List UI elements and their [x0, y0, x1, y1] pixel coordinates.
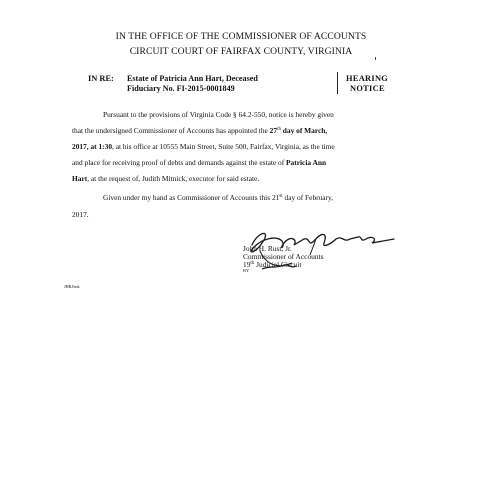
body-text: that the undersigned Commissioner of Accounts has appointed the: [72, 126, 270, 135]
body-text: , at his office at 10555 Main Street, Suite 500, Fairfax, Virginia, as the time: [112, 142, 335, 151]
body-line-3: [72, 142, 335, 151]
stray-mark: [375, 57, 376, 60]
body-line-1: [103, 110, 334, 119]
body-text: , at the request of, Judith Mitnick, executor for said estate.: [87, 174, 260, 183]
decedent-name: Patricia Ann: [286, 158, 327, 167]
judicial-circuit: [243, 260, 302, 269]
circuit-text: Judicial Circuit: [254, 260, 302, 269]
by-label: BY: [243, 268, 250, 273]
caption-divider: [337, 72, 338, 94]
ordinal-suffix: th: [250, 261, 255, 266]
office-heading: IN THE OFFICE OF THE COMMISSIONER OF ACCOUNTS: [115, 31, 367, 42]
commissioner-name: John H. Rust, Jr.: [243, 244, 292, 253]
commissioner-title: Commissioner of Accounts: [243, 252, 324, 261]
fiduciary-number: Fiduciary No. FI-2015-0001849: [127, 84, 235, 93]
given-year: 2017.: [72, 210, 89, 219]
body-line-2: [72, 126, 327, 135]
given-under-hand-line: [103, 193, 333, 202]
body-line-4: [72, 158, 326, 167]
body-text: Given under my hand as Commissioner of Accounts this 21: [103, 193, 280, 202]
hearing-month: day of March,: [280, 126, 328, 135]
hearing-day: 27: [269, 126, 278, 135]
hearing-year-time: 2017, at 1:30: [72, 142, 113, 151]
circuit-number: 19: [243, 260, 251, 269]
typist-initials: JHRJ/mk: [64, 284, 80, 289]
body-text: and place for receiving proof of debts and demands against the estate of: [72, 158, 287, 167]
court-heading: CIRCUIT COURT OF FAIRFAX COUNTY, VIRGINIA: [129, 46, 353, 57]
notice-title-line1: HEARING: [346, 74, 389, 83]
body-text: day of February,: [282, 193, 334, 202]
in-re-label: IN RE:: [88, 74, 114, 83]
ordinal-suffix: st: [279, 194, 283, 199]
notice-title-line2: NOTICE: [350, 84, 385, 93]
ordinal-suffix: th: [277, 127, 281, 132]
decedent-surname: Hart: [72, 174, 88, 183]
body-text: Pursuant to the provisions of Virginia Code § 64.2-550, notice is hereby given: [103, 110, 334, 119]
estate-name: Estate of Patricia Ann Hart, Deceased: [127, 74, 258, 83]
body-line-5: [72, 174, 259, 183]
